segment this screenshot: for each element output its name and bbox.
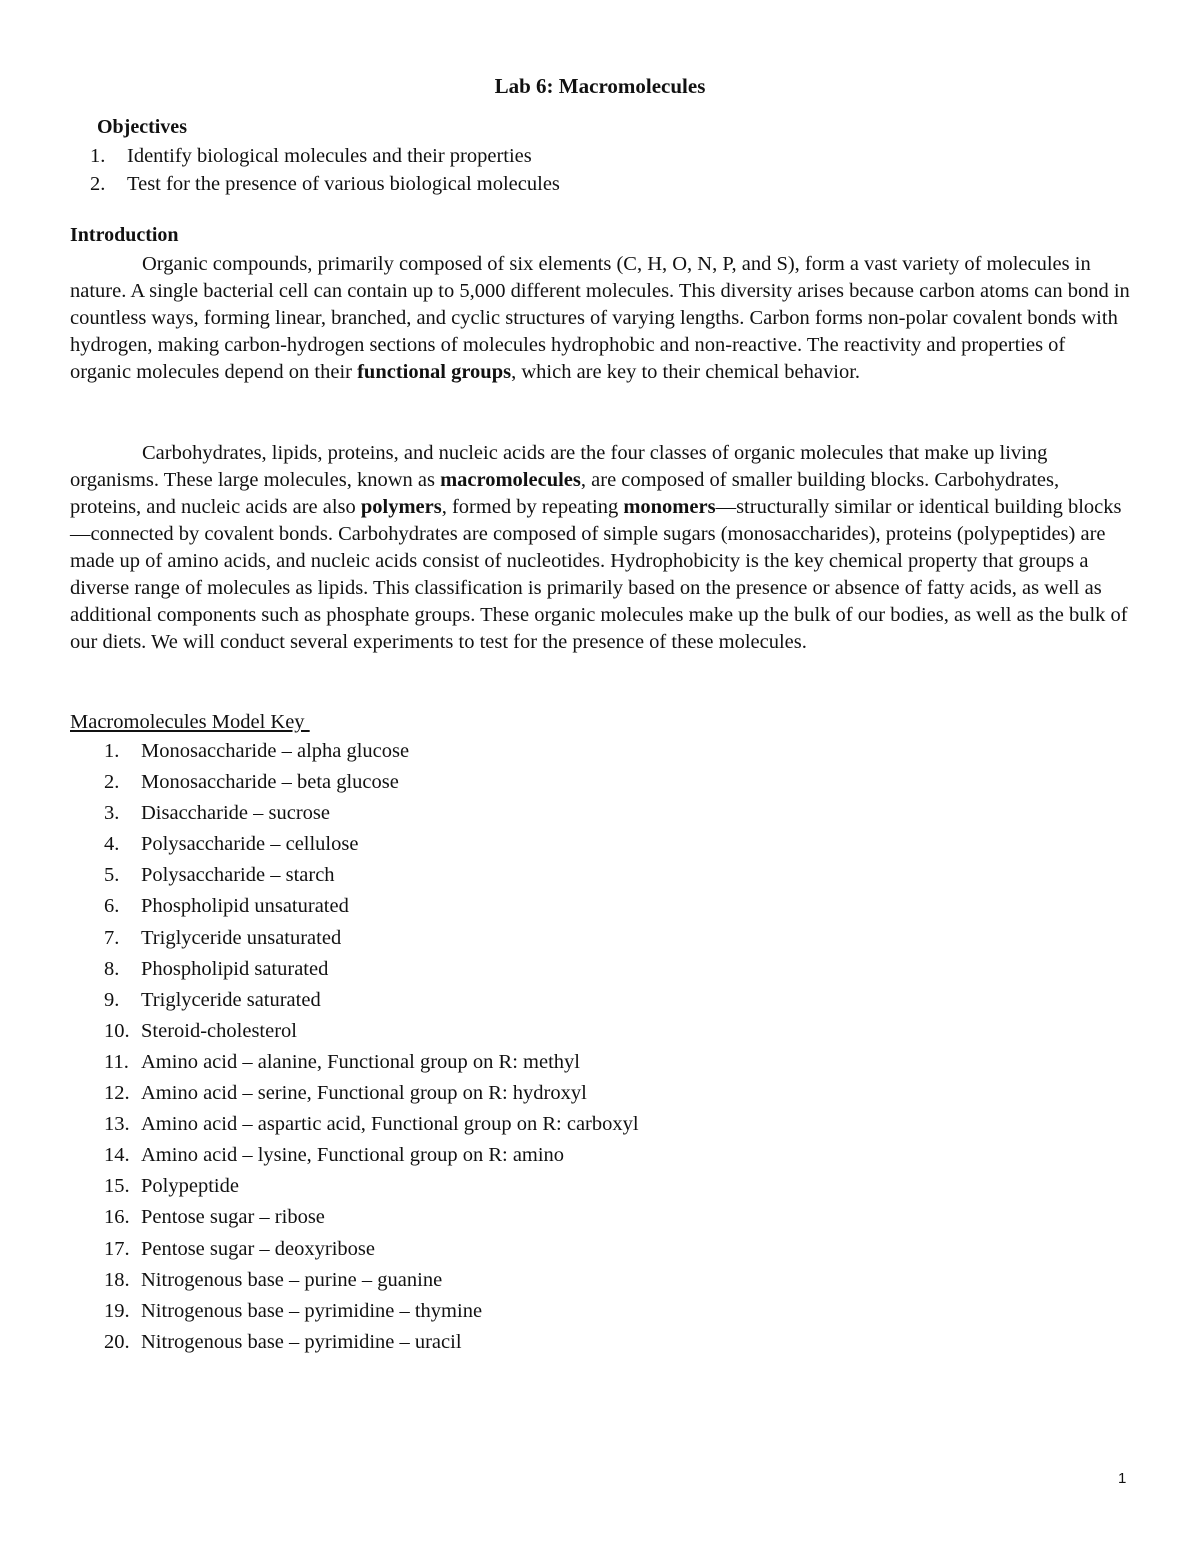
list-item-number: 13.	[104, 1113, 130, 1136]
list-item-number: 18.	[104, 1268, 130, 1291]
list-item	[104, 985, 639, 1016]
list-item	[104, 1109, 639, 1140]
list-item-text: Pentose sugar – ribose	[141, 1206, 325, 1229]
list-item-text: Disaccharide – sucrose	[141, 802, 330, 825]
list-item-text: Identify biological molecules and their properties	[127, 145, 532, 167]
list-item-number: 6.	[104, 895, 120, 918]
list-item	[104, 923, 639, 954]
objectives-heading: Objectives	[97, 116, 187, 138]
list-item	[104, 767, 639, 798]
list-item	[104, 1016, 639, 1047]
list-item	[104, 860, 639, 891]
list-item-number: 10.	[104, 1019, 130, 1042]
list-item-number: 16.	[104, 1206, 130, 1229]
list-item-number: 2.	[90, 173, 106, 195]
text-run: , which are key to their chemical behavior.	[511, 361, 861, 383]
introduction-paragraph-1	[70, 251, 1130, 386]
list-item-number: 2.	[104, 771, 120, 794]
list-item-number: 12.	[104, 1082, 130, 1105]
text-run: , formed by repeating	[441, 496, 624, 518]
list-item	[104, 1327, 639, 1358]
list-item-text: Phospholipid unsaturated	[141, 895, 349, 918]
list-item-text: Test for the presence of various biological molecules	[127, 173, 560, 195]
list-item	[104, 829, 639, 860]
text-run: Organic compounds, primarily composed of six elements (C, H, O, N, P, and S), form a vast variety of molecules in nature. A single bacterial cell can contain up to 5,000 different molecules. This diversity arises because carbon atoms can bond in countless ways, forming linear, branched, and cyclic structures of varying lengths. Carbon forms non-polar covalent bonds with hydrogen, making carbon-hydrogen sections of molecules hydrophobic and non-reactive. The reactivity and properties of organic molecules depend on their	[70, 253, 1130, 383]
list-item-text: Triglyceride unsaturated	[141, 926, 342, 949]
list-item	[90, 142, 560, 170]
list-item-number: 8.	[104, 957, 120, 980]
bold-term: monomers	[623, 496, 716, 518]
text-run: Carbohydrates, lipids, proteins, and nucleic acids are the four classes of organic molecules that make up living organisms. These large molecules, known as	[70, 442, 1048, 491]
list-item-number: 1.	[104, 740, 120, 762]
list-item	[104, 954, 639, 985]
list-item-text: Triglyceride saturated	[141, 988, 321, 1011]
introduction-paragraph-2	[70, 440, 1130, 656]
list-item-number: 9.	[104, 988, 120, 1011]
list-item	[104, 1078, 639, 1109]
list-item-text: Nitrogenous base – purine – guanine	[141, 1268, 443, 1291]
list-item-number: 4.	[104, 833, 120, 856]
list-item-text: Steroid-cholesterol	[141, 1019, 297, 1042]
list-item-text: Amino acid – serine, Functional group on R: hydroxyl	[141, 1082, 587, 1105]
list-item-text: Amino acid – lysine, Functional group on R: amino	[141, 1144, 565, 1167]
list-item	[104, 1234, 639, 1265]
list-item	[104, 798, 639, 829]
model-key-list	[104, 736, 639, 1358]
list-item-text: Polysaccharide – cellulose	[141, 833, 359, 856]
list-item-number: 5.	[104, 864, 120, 887]
list-item	[104, 1047, 639, 1078]
list-item	[104, 1265, 639, 1296]
list-item-text: Monosaccharide – alpha glucose	[141, 740, 410, 762]
text-run: —structurally similar or identical building blocks—connected by covalent bonds. Carbohydrates are composed of simple sugars (monosaccharides), proteins (polypeptides) are made up of amino acids, and nucleic acids consist of nucleotides. Hydrophobicity is the key chemical property that groups a diverse range of molecules as lipids. This classification is primarily based on the presence or absence of fatty acids, as well as additional components such as phosphate groups. These organic molecules make up the bulk of our bodies, as well as the bulk of our diets. We will conduct several experiments to test for the presence of these molecules.	[70, 496, 1128, 653]
list-item-text: Phospholipid saturated	[141, 957, 329, 980]
list-item-number: 11.	[104, 1050, 129, 1073]
objectives-list	[90, 142, 560, 198]
list-item-text: Nitrogenous base – pyrimidine – thymine	[141, 1299, 483, 1322]
model-key-heading: Macromolecules Model Key	[70, 711, 310, 733]
page-title: Lab 6: Macromolecules	[494, 74, 706, 98]
list-item	[104, 1140, 639, 1171]
list-item-text: Polysaccharide – starch	[141, 864, 335, 887]
list-item-number: 1.	[90, 145, 106, 167]
list-item	[104, 1171, 639, 1202]
list-item-number: 15.	[104, 1175, 130, 1198]
list-item-number: 20.	[104, 1330, 130, 1353]
list-item-number: 7.	[104, 926, 120, 949]
list-item	[104, 736, 639, 767]
text-run: , are composed of smaller building blocks. Carbohydrates, proteins, and nucleic acids are also	[70, 469, 1060, 518]
introduction-heading: Introduction	[70, 224, 179, 246]
list-item	[104, 1202, 639, 1233]
list-item-number: 17.	[104, 1237, 130, 1260]
list-item-number: 14.	[104, 1144, 130, 1167]
list-item-text: Monosaccharide – beta glucose	[141, 771, 399, 794]
list-item-number: 3.	[104, 802, 120, 825]
list-item-text: Polypeptide	[141, 1175, 239, 1198]
list-item	[90, 170, 560, 198]
list-item-text: Amino acid – alanine, Functional group on R: methyl	[141, 1050, 580, 1073]
list-item	[104, 1296, 639, 1327]
bold-term: functional groups	[357, 361, 512, 383]
list-item-number: 19.	[104, 1299, 130, 1322]
page-number: 1	[1118, 1470, 1127, 1487]
list-item-text: Amino acid – aspartic acid, Functional group on R: carboxyl	[141, 1113, 639, 1136]
bold-term: macromolecules	[440, 469, 581, 491]
list-item	[104, 891, 639, 922]
list-item-text: Pentose sugar – deoxyribose	[141, 1237, 375, 1260]
list-item-text: Nitrogenous base – pyrimidine – uracil	[141, 1330, 462, 1353]
bold-term: polymers	[360, 496, 442, 518]
